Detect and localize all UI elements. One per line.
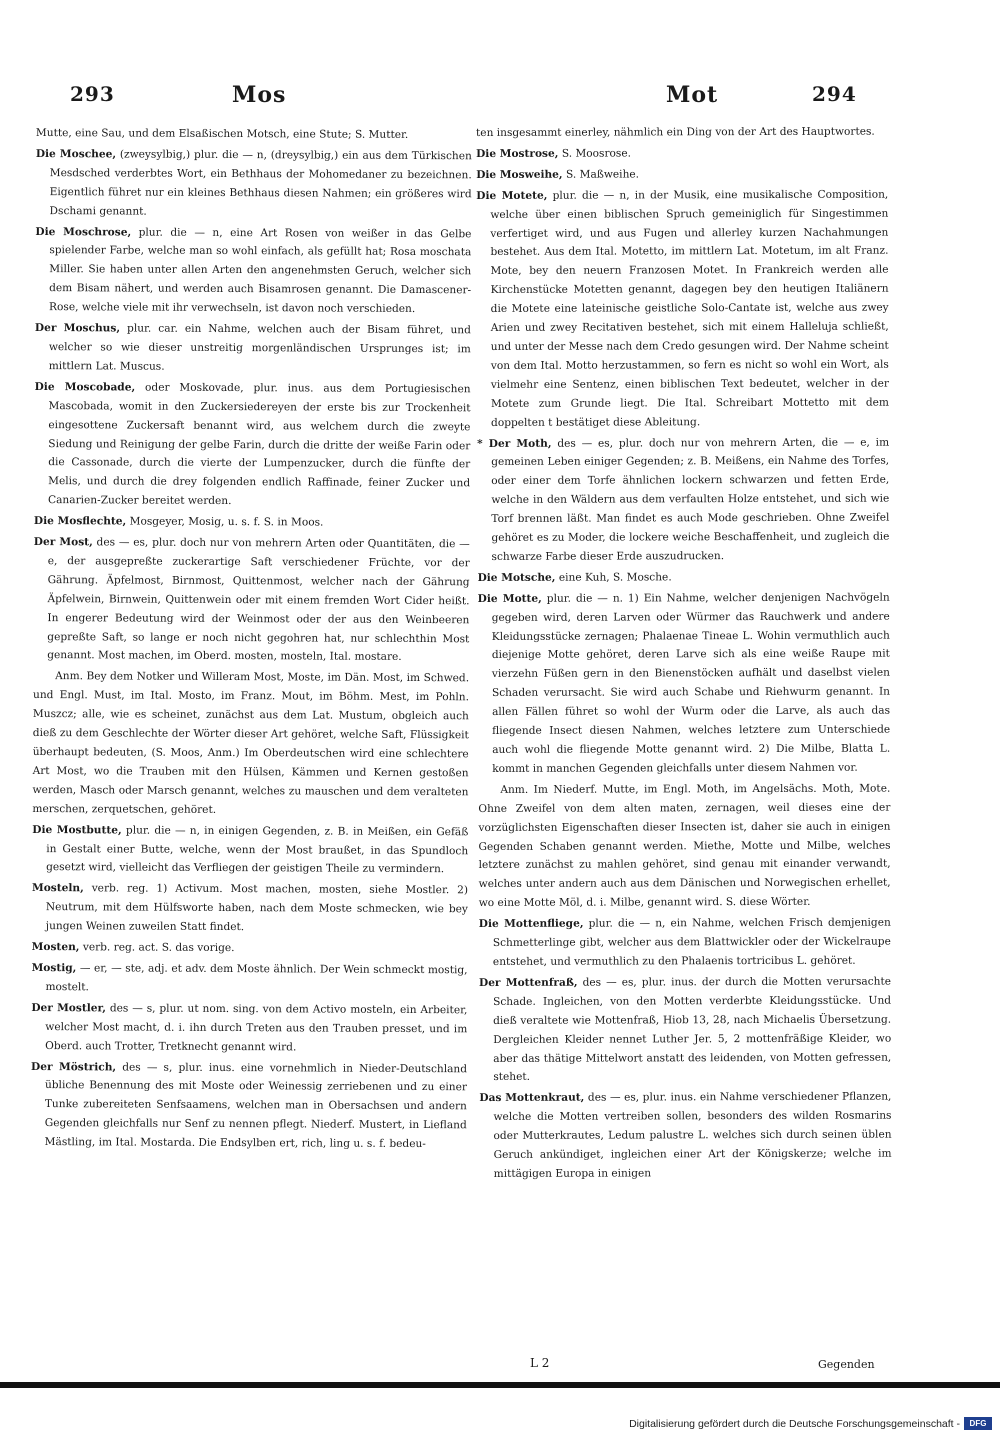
bottom-rule <box>0 1382 1000 1388</box>
dictionary-entry <box>34 378 471 513</box>
dictionary-entry <box>35 223 471 320</box>
left-page-number: 293 <box>70 82 115 106</box>
digitization-credit: Digitalisierung gefördert durch die Deutsche Forschungsgemeinschaft - <box>629 1418 960 1430</box>
entry-text: des — s, plur. inus. eine vornehmlich in Nieder-Deutschland übliche Benennung des mit Moste oder Weinessig zerriebenen und zu einer Tunke zubereiteten Senfsaamens, welchen man in Obersachsen und andern Gegenden gleichfalls nur Senf zu nennen pflegt. Niederf. Mustert, in Liefland Mästling, im Ital. Mostarda. Die Endsylben ert, rich, ling u. s. f. bedeu- <box>44 1060 468 1151</box>
right-column <box>476 123 892 1186</box>
entry-text: plur. die — n, in der Musik, eine musikalische Composition, welche über einen biblischen Spruch gemeiniglich für Singestimmen verfertiget wird, und aus Fugen und allerley kurzen Nachahmungen bestehet. Aus dem Ital. Motetto, im mittlern Lat. Motetum, im alt Franz. Mote, bey den neuern Franzosen Motet. In Frankreich werden alle Kirchenstücke Motetten genannt, dagegen bey den heutigen Italiänern die Motete eine lateinische geistliche Solo-Cantate ist, welche aus zwey Arien und zwey Recitativen bestehet, sich mit einem Halleluja schließt, und unter der Messe nach dem Credo gesungen wird. Der Nahme scheint von dem Ital. Motto herzustammen, so fern es nicht so wohl ein Wort, als vielmehr eine Sentenz, einen biblischen Text bedeutet, welcher in der Motete zum Grunde liegt. Die Ital. Schreibart Mottetto mit dem doppelten t bestätiget diese Ableitung. <box>490 188 889 429</box>
entry-text: Mutte, eine Sau, und dem Elsaßischen Motsch, eine Stute; S. Mutter. <box>35 126 409 141</box>
footer-bar <box>0 1396 1000 1432</box>
dictionary-entry <box>479 1088 891 1184</box>
entry-headword: Der Mottenfraß, <box>478 976 578 989</box>
entry-headword: Mosteln, <box>31 882 84 895</box>
entry-text: des — s, plur. ut nom. sing. von dem Activo mosteln, ein Arbeiter, welcher Most macht, d. i. ihn durch Treten aus den Trauben presset, und im Oberd. auch Trotter, Tretknecht genannt wird. <box>45 1002 468 1053</box>
dictionary-entry <box>35 319 471 378</box>
dictionary-entry <box>478 588 891 778</box>
entry-headword: Die Mostbutte, <box>32 823 122 837</box>
left-column <box>31 124 472 1156</box>
entry-text: des — es, plur. inus. der durch die Motten verursachte Schade. Ingleichen, von den Motten verderbte Kleidungsstücke. Und dieß veraltete wie Mottenfraß, Hiob 13, 28, nach Michaelis Übersetzung. Dergleichen Kleider nennet Luther Jer. 5, 2 mottenfräßige Kleider, wo aber das thätige Mittelwort anstatt des leidenden, von Motten gefressen, stehet. <box>493 975 892 1084</box>
entry-headword: Die Mottenfliege, <box>478 917 584 931</box>
entry-text: Anm. Bey dem Notker und Willeram Most, Moste, im Dän. Most, im Schwed. und Engl. Must, im Ital. Mosto, im Franz. Mout, im Böhm. Mest, im Pohln. Muszcz; alle, wie es scheinet, zunächst aus dem Lat. Mustum, obgleich auch dieß zu dem Geschlechte der Wörter dieser Art gehöret, welche Saft, Flüssigkeit überhaupt bedeuten, (S. Moos, Anm.) Im Oberdeutschen wird eine schlechtere Art Most, wo die Trauben mit den Hülsen, Kämmen und Kernen gestoßen werden, Masch oder Marsch genannt, welches zu mauschen und dem veralteten merschen, zerquetschen, gehöret. <box>32 670 470 816</box>
dictionary-entry <box>32 667 469 821</box>
entry-text: S. Moosrose. <box>561 147 632 160</box>
entry-text: verb. reg. 1) Activum. Most machen, mosten, siehe Mostler. 2) Neutrum, mit dem Hülfsworte haben, nach dem Moste schmecken, wie bey jungen Weinen zuweilen Statt findet. <box>45 882 469 934</box>
dictionary-entry <box>34 512 470 533</box>
entry-text: plur. car. ein Nahme, welchen auch der Bisam führet, und welcher so wie dieser unstreitig morgenländischen Ursprunges ist; im mittlern Lat. Muscus. <box>48 322 471 373</box>
entry-text: — er, — ste, adj. et adv. dem Moste ähnlich. Der Wein schmeckt mostig, mostelt. <box>45 962 468 994</box>
entry-headword: Die Moschrose, <box>35 225 132 239</box>
entry-text: Anm. Im Niederf. Mutte, im Engl. Moth, im Angelsächs. Moth, Mote. Ohne Zweifel von dem alten maten, zernagen, weil dieses eine der vorzüglichsten Eigenschaften dieser Insecten ist, daher sie auch in einigen Gegenden Schaben genannt werden. Miethe, Motte und Milbe, welches letztere zunächst zu mahlen gehöret, sind genau mit einander verwandt, welches unter andern auch aus dem Dänischen und Norwegischen erhellet, wo eine Motte Möl, d. i. Milbe, genannt wird. S. diese Wörter. <box>478 782 891 910</box>
entry-text: plur. die — n, ein Nahme, welchen Frisch demjenigen Schmetterlinge gibt, welcher aus dem Blattwickler oder der Wickelraupe entstehet, und vermuthlich zu den Phalaenis tortricibus L. gehöret. <box>492 916 891 968</box>
entry-headword: Der Möstrich, <box>31 1060 117 1073</box>
dictionary-entry <box>476 143 888 163</box>
entry-headword: Mostig, <box>31 961 77 975</box>
entry-text: plur. die — n, in einigen Gegenden, z. B. in Meißen, ein Gefäß in Gestalt einer Butte, welche, wenn der Most braußet, in das Spundloch gesetzt wird, vielleicht das Verfliegen der geistigen Theile zu vermindern. <box>46 824 469 876</box>
dictionary-entry <box>31 999 467 1058</box>
entry-text: S. Maßweihe. <box>565 168 640 181</box>
dictionary-entry <box>476 185 889 432</box>
entry-text: plur. die — n, eine Art Rosen von weißer in das Gelbe spielender Farbe, welche man so wohl einfach, als gefüllt hat; Rosa moschata Miller. Sie haben unter allen Arten den angenehmsten Geruch, welcher sich dem Bisam nähert, und werden auch Bisamrosen genannt. Die Damascener-Rose, welche viele mit ihr verwechseln, ist davon noch verschieden. <box>49 226 472 316</box>
entry-headword: Die Motsche, <box>477 571 556 584</box>
entry-text: des — es, plur. inus. ein Nahme verschiedener Pflanzen, welche die Motten vertreiben sollen, besonders des wilden Rosmarins oder Mutterkrautes, Ledum palustre L. welches sich durch seinen üblen Geruch ankündiget, ingleichen einer Art der Königskerze; welche im mittägigen Europa in einigen <box>493 1090 892 1180</box>
signature-mark: L 2 <box>530 1356 550 1370</box>
dictionary-entry <box>477 433 889 567</box>
dictionary-entry <box>31 1057 467 1154</box>
entry-text: (zweysylbig,) plur. die — n, (dreysylbig,) ein aus dem Türkischen Mesdsched verderbtes Wort, ein Bethhaus der Mohomedaner zu bezeichnen. Eigentlich führet nur ein kleines Bethhaus diesen Nahmen; ein größeres wird Dschami genannt. <box>49 148 472 218</box>
entry-text: Mosgeyer, Mosig, u. s. f. S. in Moos. <box>129 515 324 529</box>
entry-headword: * Der Moth, <box>477 437 552 450</box>
dictionary-entry <box>476 164 888 184</box>
dictionary-entry <box>478 567 890 587</box>
left-catchword: Mos <box>232 82 287 108</box>
entry-headword: Die Motte, <box>477 592 542 605</box>
entry-text: eine Kuh, S. Mosche. <box>558 571 672 584</box>
entry-text: des — es, plur. doch nur von mehrern Arten, die — e, im gemeinen Leben einiger Gegenden; z. B. Meißens, ein Nahme des Torfes, oder einer dem Torfe ähnlichen lockern schwarzen und fetten Erde, welche in den Wäldern aus dem verfaulten Holze entstehet, und sich wie Torf brennen läßt. Man findet es auch Mode geschrieben. Ohne Zweifel gehöret es zu Moder, die lockere weiche Beschaffenheit, und zugleich die schwarze Farbe dieser Erde auszudrucken. <box>491 436 890 563</box>
right-catchword: Mot <box>666 82 719 108</box>
dictionary-entry <box>32 879 468 938</box>
entry-headword: Die Moscobade, <box>34 380 136 394</box>
dictionary-entry <box>476 123 888 143</box>
entry-text: plur. die — n. 1) Ein Nahme, welcher denjenigen Nachvögeln gegeben wird, deren Larven oder Würmer das Rauchwerk und andere Kleidungsstücke zernagen; Phalaenae Tineae L. Wohin vermuthlich auch diejenige Motte gehöret, deren Larve sich als eine weiße Raupe mit vierzehn Füßen gern in den Bienenstöcken aufhält und daselbst vielen Schaden verursacht. Sie wird auch Schabe und Riehwurm genannt. In allen Fällen führet so wohl der Wurm oder die Larve, als auch das fliegende Insect diesen Nahmen, welches letztere zum Unterschiede auch wohl die fliegende Motte genannt wird. 2) Die Milbe, Blatta L. kommt in manchen Gegenden gleichfalls unter diesem Nahmen vor. <box>491 591 891 775</box>
entry-text: verb. reg. act. S. das vorige. <box>82 941 235 955</box>
entry-text: ten insgesammt einerley, nähmlich ein Ding von der Art des Hauptwortes. <box>476 125 875 139</box>
entry-headword: Das Mottenkraut, <box>479 1091 585 1105</box>
catchword-next-page: Gegenden <box>818 1358 875 1371</box>
dictionary-entry <box>479 972 891 1087</box>
right-page-number: 294 <box>812 82 857 106</box>
entry-headword: Der Mostler, <box>31 1001 107 1015</box>
entry-headword: Der Moschus, <box>34 322 121 335</box>
entry-headword: Die Mosflechte, <box>33 515 127 528</box>
entry-headword: Der Most, <box>33 536 93 549</box>
entry-headword: Mosten, <box>31 941 80 954</box>
dfg-logo-badge: DFG <box>964 1417 992 1430</box>
dictionary-entry <box>33 533 470 668</box>
entry-text: des — es, plur. doch nur von mehrern Arten oder Quantitäten, die — e, der ausgepreßte zuckerartige Saft verschiedener Früchte, vor der Gährung. Äpfelmost, Birnmost, Quittenmost, welcher nach der Gährung Äpfelwein, Birnwein, Quittenwein oder mit einem fremden Wort Cider heißt. In engerer Bedeutung wird der Weinmost oder der aus den Weinbeeren gepreßte Saft, so lange er noch nicht gegohren hat, nur schlechthin Most genannt. Most machen, im Oberd. mosten, mosteln, Ital. mostare. <box>47 536 470 664</box>
dictionary-entry <box>478 779 890 913</box>
dictionary-entry <box>32 821 468 880</box>
dictionary-entry <box>32 938 468 959</box>
entry-headword: Die Mostrose, <box>476 147 559 160</box>
entry-headword: Die Motete, <box>476 189 548 202</box>
dictionary-entry <box>31 959 467 999</box>
entry-headword: Die Moschee, <box>35 147 117 161</box>
dictionary-entry <box>479 914 891 972</box>
dictionary-entry <box>35 145 471 223</box>
entry-headword: Die Mosweihe, <box>476 168 563 181</box>
dictionary-entry <box>36 124 472 145</box>
entry-text: oder Moskovade, plur. inus. aus dem Portugiesischen Mascobada, womit in den Zuckersiedereyen der erste bis zur Trockenheit eingesottene Zuckersaft benannt wird, aus welchem durch die zweyte Siedung und Reinigung der gelbe Farin, durch die dritte der weiße Farin oder die Cassonade, durch die vierte der Lumpenzucker, durch die fünfte der Melis, und durch die drey folgenden endlich Raffinade, feiner Zucker und Canarien-Zucker bereitet werden. <box>47 381 471 508</box>
